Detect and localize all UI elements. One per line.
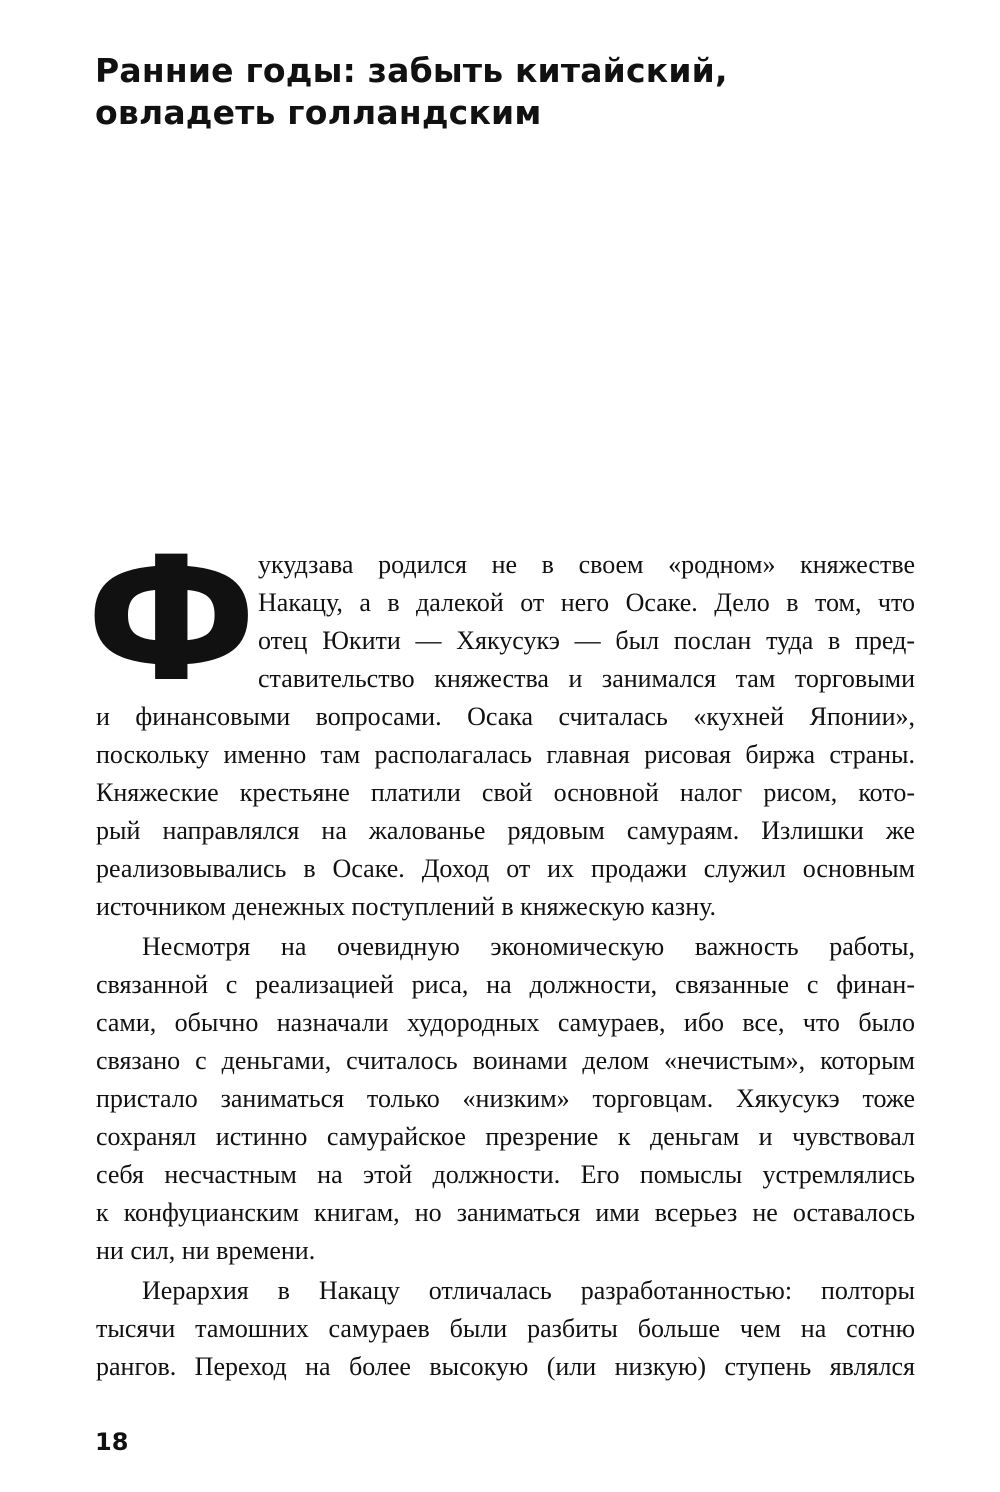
text-line: сами, обычно назначали худородных самураев, ибо все, что было bbox=[96, 1008, 915, 1037]
chapter-title-line-2: овладеть голландским bbox=[95, 93, 542, 132]
text-line: Иерархия в Накацу отличалась разработанностью: полторы bbox=[142, 1276, 915, 1305]
text-line: себя несчастным на этой должности. Его помыслы устремлялись bbox=[96, 1160, 915, 1189]
text-line: рангов. Переход на более высокую (или низкую) ступень являлся bbox=[96, 1352, 915, 1381]
text-line: Несмотря на очевидную экономическую важность работы, bbox=[142, 932, 915, 961]
page-number: 18 bbox=[95, 1428, 129, 1456]
text-line: связано с деньгами, считалось воинами делом «нечистым», которым bbox=[96, 1046, 915, 1075]
text-line: рый направлялся на жалованье рядовым самураям. Излишки же bbox=[96, 816, 915, 845]
text-line: ни сил, ни времени. bbox=[96, 1236, 316, 1265]
text-line: отец Юкити — Хякусукэ — был послан туда в пред- bbox=[258, 626, 915, 655]
chapter-title bbox=[95, 50, 915, 134]
text-line: реализовывались в Осаке. Доход от их продажи служил основным bbox=[96, 854, 915, 883]
chapter-title-line-1: Ранние годы: забыть китайский, bbox=[95, 51, 728, 90]
text-line: укудзава родился не в своем «родном» княжестве bbox=[258, 550, 915, 579]
text-line: и финансовыми вопросами. Осака считалась «кухней Японии», bbox=[96, 702, 915, 731]
text-line: ставительство княжества и занимался там торговыми bbox=[258, 664, 915, 693]
text-line: к конфуцианским книгам, но заниматься ими всерьез не оставалось bbox=[96, 1198, 915, 1227]
text-line: Княжеские крестьяне платили свой основной налог рисом, кото- bbox=[96, 778, 915, 807]
text-line: связанной с реализацией риса, на должности, связанные с финан- bbox=[96, 970, 915, 999]
text-line: пристало заниматься только «низким» торговцам. Хякусукэ тоже bbox=[96, 1084, 915, 1113]
text-line: Накацу, а в далекой от него Осаке. Дело в том, что bbox=[258, 588, 915, 617]
text-line: поскольку именно там располагалась главная рисовая биржа страны. bbox=[96, 740, 915, 769]
text-line: тысячи тамошних самураев были разбиты больше чем на сотню bbox=[96, 1314, 915, 1343]
text-line: сохранял истинно самурайское презрение к деньгам и чувствовал bbox=[96, 1122, 915, 1151]
drop-cap: Ф bbox=[86, 519, 257, 720]
text-line: источником денежных поступлений в княжескую казну. bbox=[96, 892, 717, 921]
